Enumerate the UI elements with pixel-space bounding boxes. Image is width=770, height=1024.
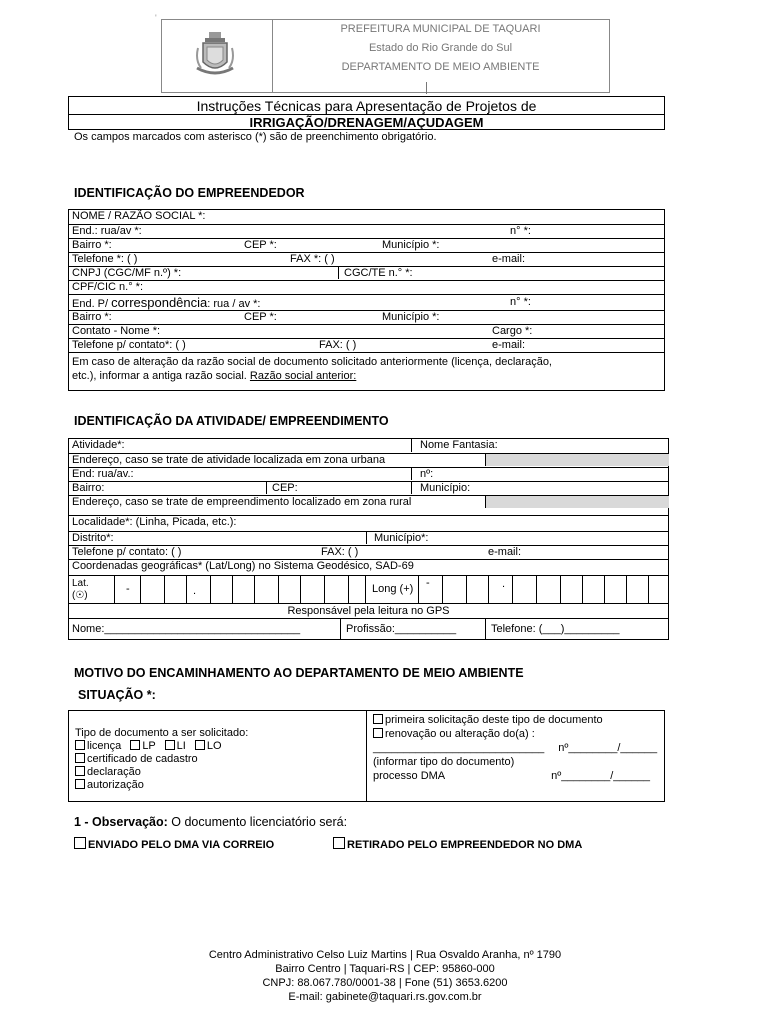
title-box: [68, 96, 665, 130]
long-divider: [365, 576, 366, 603]
label-gps: Responsável pela leitura no GPS: [287, 605, 450, 617]
lat-cell[interactable]: [140, 576, 141, 603]
bairro-divider: [266, 482, 267, 494]
label-fax: FAX *: ( ): [290, 253, 335, 265]
row-urbana: [68, 453, 669, 466]
long-cell[interactable]: [418, 576, 419, 603]
row-endereco[interactable]: [68, 224, 665, 237]
lat-cell[interactable]: [254, 576, 255, 603]
coat-of-arms-logo: [195, 30, 235, 80]
label-atividade: Atividade*:: [72, 439, 125, 451]
row-end-correspondencia[interactable]: [68, 294, 665, 309]
label-alteracao-2: etc.), informar a antiga razão social. Razão social anterior:: [72, 370, 357, 382]
label-nome-gps: Nome:________________________________: [72, 623, 301, 635]
label-cep-urbano: CEP:: [272, 482, 298, 494]
label-municipio-urbano: Município:: [420, 482, 471, 494]
label-coords: Coordenadas geográficas* (Lat/Long) no Sistema Geodésico, SAD-69: [72, 560, 414, 572]
row-nome[interactable]: [68, 210, 665, 223]
lp-checkbox[interactable]: [130, 740, 140, 750]
retirado-checkbox[interactable]: [333, 837, 345, 849]
footer: [0, 948, 770, 1004]
row-cnpj[interactable]: [68, 266, 665, 279]
label-lat: Lat. (☉): [72, 578, 89, 601]
long-dash: -: [426, 577, 430, 589]
label-long: Long (+): [372, 583, 414, 595]
lat-dash: -: [126, 583, 130, 595]
label-telefone: Telefone *: ( ): [72, 253, 138, 265]
label-cnpj: CNPJ (CGC/MF n.º) *:: [72, 267, 182, 279]
blank-tipo-field[interactable]: ____________________________: [373, 742, 545, 754]
label-renovacao: renovação ou alteração do(a) :: [385, 728, 535, 740]
footer-email: E-mail: gabinete@taquari.rs.gov.com.br: [288, 991, 482, 1003]
label-email: e-mail:: [492, 253, 526, 265]
lat-cell[interactable]: [278, 576, 279, 603]
long-cell[interactable]: [442, 576, 443, 603]
cnpj-divider: [338, 267, 339, 279]
footer-city: Bairro Centro | Taquari-RS | CEP: 95860-000: [275, 963, 495, 975]
distrito-divider: [366, 532, 367, 544]
section1-heading: IDENTIFICAÇÃO DO EMPREENDEDOR: [74, 186, 305, 200]
label-li: LI: [176, 740, 186, 752]
situacao-box: [68, 710, 665, 802]
lo-checkbox[interactable]: [195, 740, 205, 750]
row-contato[interactable]: [68, 324, 665, 337]
correio-checkbox[interactable]: [74, 837, 86, 849]
label-municipio: Município *:: [382, 239, 440, 251]
header-corner-mark: ': [155, 13, 157, 23]
rural-shade: [485, 496, 669, 508]
certificado-checkbox[interactable]: [75, 753, 85, 763]
row-telcontato2[interactable]: [68, 545, 669, 558]
label-rural: Endereço, caso se trate de empreendimento localizado em zona rural: [72, 496, 412, 508]
label-bairro: Bairro *:: [72, 239, 112, 251]
label-tipo: Tipo de documento a ser solicitado:: [75, 727, 249, 739]
label-bairro-urbano: Bairro:: [72, 482, 105, 494]
label-lo: LO: [206, 740, 222, 752]
renovacao-checkbox[interactable]: [373, 728, 383, 738]
label-cpf: CPF/CIC n.° *:: [72, 281, 144, 293]
row-end-urbano[interactable]: [68, 467, 669, 480]
long-cell[interactable]: [488, 576, 489, 603]
long-cell[interactable]: [648, 576, 649, 603]
label-licenca: licença: [87, 740, 122, 752]
long-cell[interactable]: [604, 576, 605, 603]
processo-numero-field[interactable]: nº________/______: [551, 770, 650, 782]
licenca-checkbox[interactable]: [75, 740, 85, 750]
atividade-divider: [411, 439, 412, 452]
row-cpf[interactable]: [68, 280, 665, 293]
label-primeira: primeira solicitação deste tipo de documento: [385, 714, 603, 726]
lat-cell[interactable]: [300, 576, 301, 603]
label-informar: (informar tipo do documento): [373, 756, 515, 768]
label-fax3: FAX: ( ): [321, 546, 359, 558]
label-municipio2: Município *:: [382, 311, 440, 323]
label-end: End.: rua/av *:: [72, 225, 142, 237]
label-declaracao: declaração: [87, 766, 141, 778]
footer-address: Centro Administrativo Celso Luiz Martins | Rua Osvaldo Aranha, nº 1790: [208, 949, 562, 961]
row-atividade[interactable]: [68, 439, 669, 452]
lat-cell[interactable]: [210, 576, 211, 603]
tipo-documento-group: [75, 727, 248, 792]
header-tick: [426, 82, 427, 94]
label-num-urbano: nº:: [420, 468, 434, 480]
label-telefone-gps: Telefone: (___)_________: [491, 623, 620, 635]
observacao: [74, 815, 347, 829]
nome-divider: [340, 619, 341, 639]
long-cell[interactable]: [466, 576, 467, 603]
label-profissao: Profissão:__________: [346, 623, 457, 635]
row-responsavel[interactable]: [68, 618, 669, 639]
mandatory-note: Os campos marcados com asterisco (*) são de preenchimento obrigatório.: [74, 131, 437, 143]
long-cell[interactable]: [512, 576, 513, 603]
long-dot: .: [502, 578, 506, 590]
label-localidade: Localidade*: (Linha, Picada, etc.):: [72, 516, 237, 528]
urbana-shade: [485, 454, 669, 466]
option-retirado[interactable]: [333, 837, 582, 851]
label-telcontato: Telefone p/ contato*: ( ): [72, 339, 186, 351]
label-cep: CEP *:: [244, 239, 277, 251]
option-correio[interactable]: [74, 837, 274, 851]
title-line2: IRRIGAÇÃO/DRENAGEM/AÇUDAGEM: [249, 115, 484, 130]
label-retirado: RETIRADO PELO EMPREENDEDOR NO DMA: [347, 839, 583, 851]
section3-heading: MOTIVO DO ENCAMINHAMENTO AO DEPARTAMENTO DE MEIO AMBIENTE: [74, 666, 524, 680]
header-dept: DEPARTAMENTO DE MEIO AMBIENTE: [341, 61, 540, 73]
observacao-label: 1 - Observação:: [74, 815, 168, 829]
solicitacao-group: [373, 713, 657, 783]
row-bairro2[interactable]: [68, 310, 665, 323]
label-autorizacao: autorização: [87, 779, 144, 791]
li-checkbox[interactable]: [165, 740, 175, 750]
header-box: [161, 19, 610, 93]
end-urbano-divider: [411, 468, 412, 480]
label-cgcte: CGC/TE n.° *:: [344, 267, 413, 279]
row-rural: [68, 495, 669, 508]
primeira-checkbox[interactable]: [373, 714, 383, 724]
lat-cell[interactable]: [324, 576, 325, 603]
label-bairro2: Bairro *:: [72, 311, 112, 323]
row-alteracao[interactable]: [68, 352, 665, 390]
label-municipio-rural: Município*:: [374, 532, 429, 544]
situacao-label: SITUAÇÃO *:: [78, 688, 156, 702]
label-fax2: FAX: ( ): [319, 339, 357, 351]
lat-cell[interactable]: [186, 576, 187, 603]
declaracao-checkbox[interactable]: [75, 766, 85, 776]
row-localidade[interactable]: [68, 515, 669, 528]
row-telcontato[interactable]: [68, 338, 665, 351]
label-end-urbano: End: rua/av.:: [72, 468, 134, 480]
label-email3: e-mail:: [488, 546, 522, 558]
label-correio: ENVIADO PELO DMA VIA CORREIO: [88, 839, 275, 851]
row-bairro-urbano[interactable]: [68, 481, 669, 494]
long-cell[interactable]: [560, 576, 561, 603]
header-org: PREFEITURA MUNICIPAL DE TAQUARI: [340, 23, 541, 35]
row-lat-long[interactable]: [68, 575, 669, 603]
label-end-correspondencia: End. P/ correspondência: rua / av *:: [72, 295, 261, 310]
situacao-divider: [366, 711, 367, 801]
licenca-options: [75, 740, 248, 753]
label-certificado: certificado de cadastro: [87, 753, 198, 765]
footer-cnpj: CNPJ: 88.067.780/0001-38 | Fone (51) 3653.6200: [262, 977, 508, 989]
section2-heading: IDENTIFICAÇÃO DA ATIVIDADE/ EMPREENDIMENTO: [74, 414, 389, 428]
header-state: Estado do Rio Grande do Sul: [368, 42, 513, 54]
long-cell[interactable]: [582, 576, 583, 603]
label-lp: LP: [142, 740, 156, 752]
label-num: n° *:: [510, 225, 531, 237]
long-cell[interactable]: [626, 576, 627, 603]
label-num2: n° *:: [510, 296, 531, 308]
label-urbana: Endereço, caso se trate de atividade localizada em zona urbana: [72, 454, 386, 466]
row-distrito[interactable]: [68, 531, 669, 544]
label-contato: Contato - Nome *:: [72, 325, 161, 337]
profissao-divider: [485, 619, 486, 639]
title-line1: Instruções Técnicas para Apresentação de Projetos de: [196, 98, 537, 114]
label-cargo: Cargo *:: [492, 325, 533, 337]
lat-cell[interactable]: [114, 576, 115, 603]
lat-cell[interactable]: [348, 576, 349, 603]
lat-dot: .: [193, 585, 197, 597]
label-nome: NOME / RAZÃO SOCIAL *:: [72, 210, 206, 222]
label-email2: e-mail:: [492, 339, 526, 351]
label-fantasia: Nome Fantasia:: [420, 439, 498, 451]
label-cep2: CEP *:: [244, 311, 277, 323]
row-bairro[interactable]: [68, 238, 665, 251]
lat-cell[interactable]: [232, 576, 233, 603]
autorizacao-checkbox[interactable]: [75, 779, 85, 789]
long-cell[interactable]: [536, 576, 537, 603]
observacao-text: O documento licenciatório será:: [167, 815, 348, 829]
label-distrito: Distrito*:: [72, 532, 114, 544]
row-telefone[interactable]: [68, 252, 665, 265]
label-telcontato2: Telefone p/ contato: ( ): [72, 546, 182, 558]
label-alteracao-1: Em caso de alteração da razão social de documento solicitado anteriormente (licença, declaração,: [72, 356, 552, 368]
row-coords: [68, 559, 669, 572]
cep-divider: [411, 482, 412, 494]
numero-field[interactable]: nº________/______: [558, 742, 658, 754]
lat-cell[interactable]: [164, 576, 165, 603]
label-processo: processo DMA: [373, 770, 446, 782]
row-gps: [68, 603, 669, 618]
